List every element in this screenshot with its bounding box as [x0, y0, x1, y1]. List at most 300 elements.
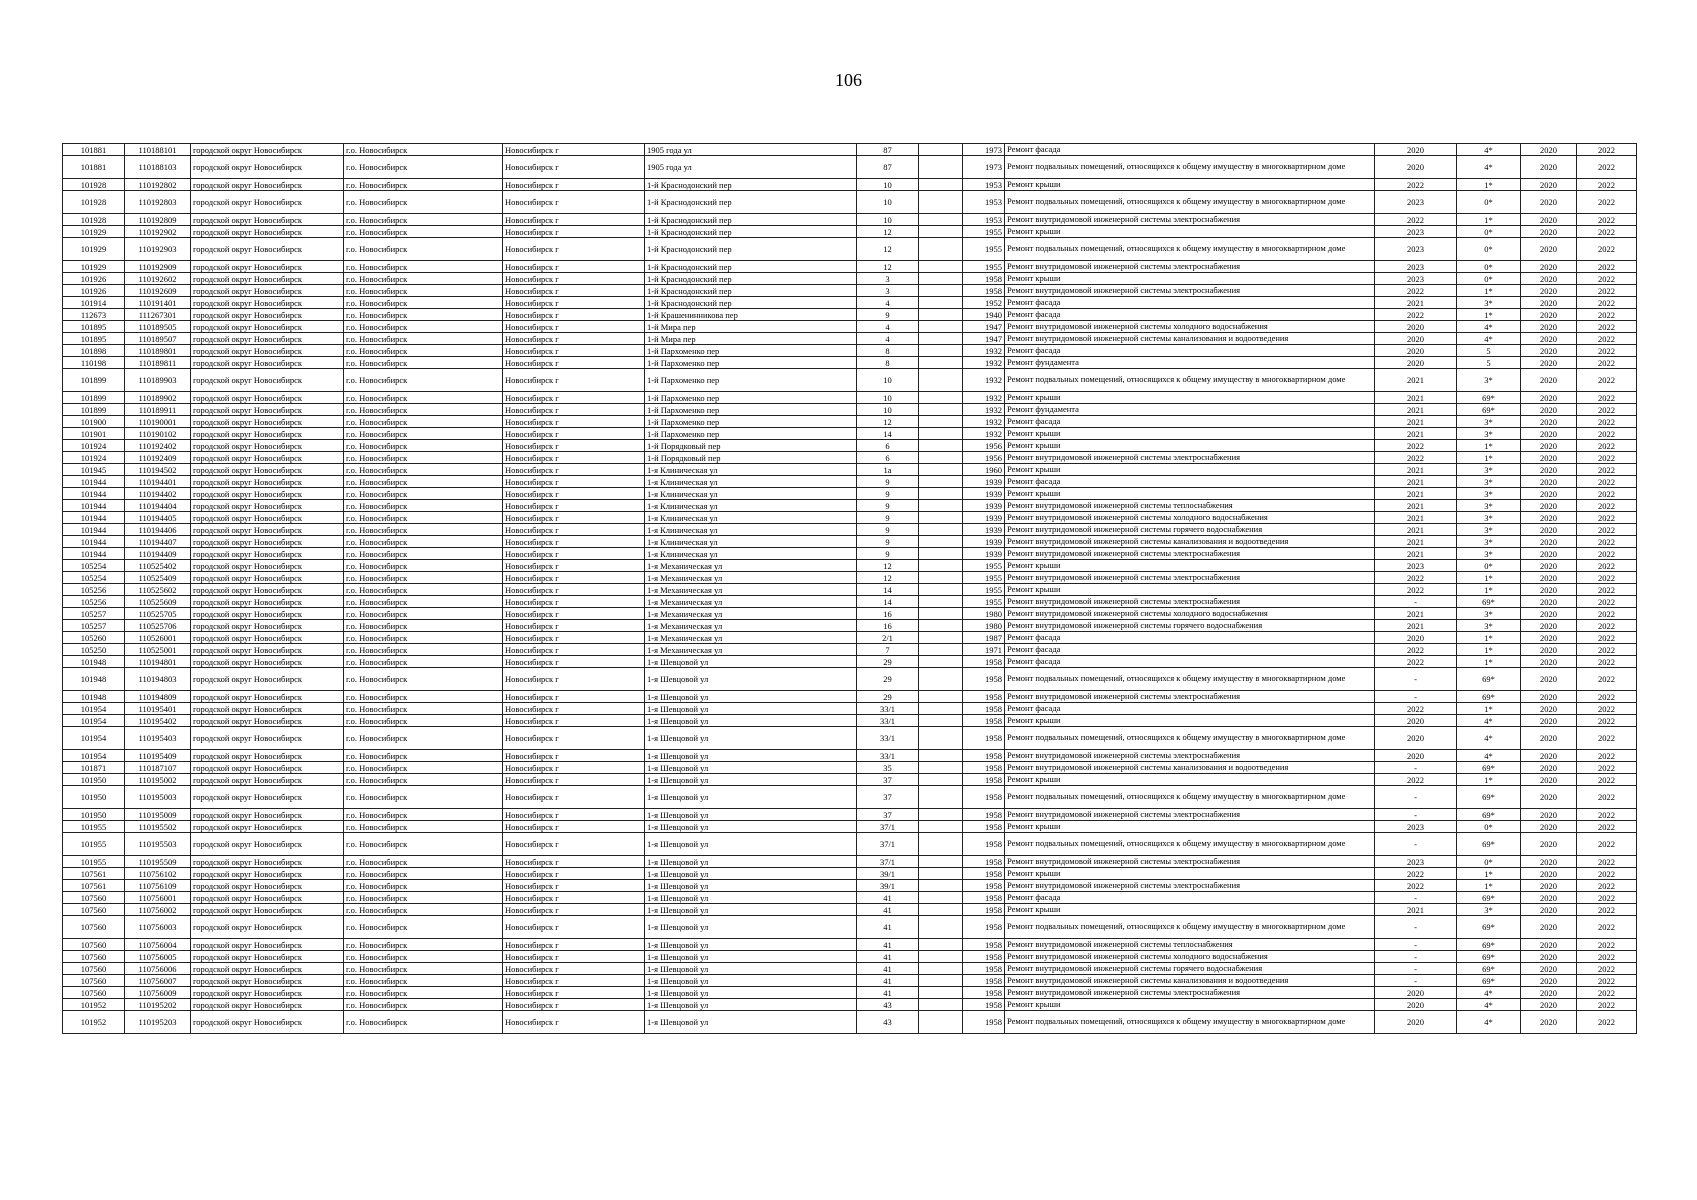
municipality-cell: городской округ Новосибирск — [191, 392, 344, 404]
building-cell — [919, 238, 963, 261]
house-number-cell: 37 — [857, 809, 919, 821]
street-cell: 1-й Порядковый пер — [645, 440, 857, 452]
year-built-cell: 1955 — [963, 596, 1005, 608]
municipality-cell: городской округ Новосибирск — [191, 144, 344, 156]
municipality-cell: городской округ Новосибирск — [191, 632, 344, 644]
house-id-cell: 112673 — [63, 309, 125, 321]
period-start-cell: 2020 — [1521, 333, 1577, 345]
building-cell — [919, 916, 963, 939]
period-start-cell: 2020 — [1521, 309, 1577, 321]
city-cell: Новосибирск г — [503, 357, 645, 369]
city-cell: Новосибирск г — [503, 548, 645, 560]
work-id-cell: 110192409 — [125, 452, 191, 464]
house-id-cell: 107560 — [63, 939, 125, 951]
building-cell — [919, 951, 963, 963]
settlement-cell: г.о. Новосибирск — [344, 774, 503, 786]
house-id-cell: 101895 — [63, 321, 125, 333]
municipality-cell: городской округ Новосибирск — [191, 357, 344, 369]
municipality-cell: городской округ Новосибирск — [191, 833, 344, 856]
house-id-cell: 101944 — [63, 512, 125, 524]
planned-year-cell: 2020 — [1375, 632, 1457, 644]
house-id-cell: 101944 — [63, 524, 125, 536]
building-cell — [919, 416, 963, 428]
table-row — [63, 644, 1637, 656]
year-built-cell: 1952 — [963, 297, 1005, 309]
year-built-cell: 1958 — [963, 285, 1005, 297]
building-cell — [919, 809, 963, 821]
period-end-cell: 2022 — [1577, 572, 1637, 584]
priority-cell: 1* — [1457, 656, 1521, 668]
street-cell: 1-я Шевцовой ул — [645, 892, 857, 904]
house-id-cell: 101944 — [63, 488, 125, 500]
priority-cell: 5 — [1457, 357, 1521, 369]
city-cell: Новосибирск г — [503, 987, 645, 999]
street-cell: 1-я Клиническая ул — [645, 548, 857, 560]
year-built-cell: 1958 — [963, 951, 1005, 963]
planned-year-cell: 2021 — [1375, 464, 1457, 476]
priority-cell: 3* — [1457, 548, 1521, 560]
year-built-cell: 1958 — [963, 809, 1005, 821]
period-end-cell: 2022 — [1577, 297, 1637, 309]
municipality-cell: городской округ Новосибирск — [191, 524, 344, 536]
house-number-cell: 33/1 — [857, 715, 919, 727]
work-type-cell: Ремонт крыши — [1005, 179, 1375, 191]
municipality-cell: городской округ Новосибирск — [191, 512, 344, 524]
house-number-cell: 29 — [857, 656, 919, 668]
planned-year-cell: 2022 — [1375, 868, 1457, 880]
street-cell: 1-я Шевцовой ул — [645, 786, 857, 809]
period-end-cell: 2022 — [1577, 345, 1637, 357]
street-cell: 1-я Шевцовой ул — [645, 821, 857, 833]
city-cell: Новосибирск г — [503, 584, 645, 596]
period-start-cell: 2020 — [1521, 715, 1577, 727]
house-id-cell: 101899 — [63, 392, 125, 404]
work-type-cell: Ремонт внутридомовой инженерной системы электроснабжения — [1005, 452, 1375, 464]
work-type-cell: Ремонт внутридомовой инженерной системы электроснабжения — [1005, 572, 1375, 584]
table-row — [63, 786, 1637, 809]
period-start-cell: 2020 — [1521, 500, 1577, 512]
period-start-cell: 2020 — [1521, 512, 1577, 524]
building-cell — [919, 156, 963, 179]
house-id-cell: 101954 — [63, 727, 125, 750]
city-cell: Новосибирск г — [503, 951, 645, 963]
house-id-cell: 101954 — [63, 750, 125, 762]
street-cell: 1-я Клиническая ул — [645, 500, 857, 512]
table-row — [63, 476, 1637, 488]
table-row — [63, 179, 1637, 191]
municipality-cell: городской округ Новосибирск — [191, 987, 344, 999]
work-type-cell: Ремонт подвальных помещений, относящихся к общему имуществу в многоквартирном доме — [1005, 786, 1375, 809]
building-cell — [919, 892, 963, 904]
city-cell: Новосибирск г — [503, 620, 645, 632]
settlement-cell: г.о. Новосибирск — [344, 987, 503, 999]
planned-year-cell: 2022 — [1375, 452, 1457, 464]
priority-cell: 69* — [1457, 833, 1521, 856]
period-end-cell: 2022 — [1577, 428, 1637, 440]
house-number-cell: 16 — [857, 620, 919, 632]
work-id-cell: 110195503 — [125, 833, 191, 856]
municipality-cell: городской округ Новосибирск — [191, 880, 344, 892]
year-built-cell: 1956 — [963, 452, 1005, 464]
building-cell — [919, 608, 963, 620]
period-end-cell: 2022 — [1577, 916, 1637, 939]
work-id-cell: 110189903 — [125, 369, 191, 392]
year-built-cell: 1958 — [963, 715, 1005, 727]
priority-cell: 4* — [1457, 144, 1521, 156]
table-row — [63, 632, 1637, 644]
house-id-cell: 101948 — [63, 656, 125, 668]
work-id-cell: 110189505 — [125, 321, 191, 333]
municipality-cell: городской округ Новосибирск — [191, 644, 344, 656]
priority-cell: 69* — [1457, 762, 1521, 774]
period-start-cell: 2020 — [1521, 774, 1577, 786]
planned-year-cell: 2020 — [1375, 999, 1457, 1011]
planned-year-cell: 2021 — [1375, 297, 1457, 309]
building-cell — [919, 774, 963, 786]
house-id-cell: 105257 — [63, 620, 125, 632]
city-cell: Новосибирск г — [503, 297, 645, 309]
planned-year-cell: - — [1375, 975, 1457, 987]
priority-cell: 3* — [1457, 464, 1521, 476]
settlement-cell: г.о. Новосибирск — [344, 668, 503, 691]
year-built-cell: 1958 — [963, 774, 1005, 786]
period-start-cell: 2020 — [1521, 691, 1577, 703]
municipality-cell: городской округ Новосибирск — [191, 975, 344, 987]
building-cell — [919, 512, 963, 524]
settlement-cell: г.о. Новосибирск — [344, 999, 503, 1011]
priority-cell: 4* — [1457, 1011, 1521, 1034]
street-cell: 1-я Клиническая ул — [645, 464, 857, 476]
work-type-cell: Ремонт фасада — [1005, 416, 1375, 428]
work-type-cell: Ремонт крыши — [1005, 440, 1375, 452]
street-cell: 1-я Механическая ул — [645, 620, 857, 632]
planned-year-cell: 2023 — [1375, 238, 1457, 261]
house-id-cell: 105257 — [63, 608, 125, 620]
settlement-cell: г.о. Новосибирск — [344, 416, 503, 428]
period-end-cell: 2022 — [1577, 632, 1637, 644]
planned-year-cell: 2021 — [1375, 369, 1457, 392]
period-end-cell: 2022 — [1577, 476, 1637, 488]
house-number-cell: 87 — [857, 156, 919, 179]
period-end-cell: 2022 — [1577, 321, 1637, 333]
house-number-cell: 14 — [857, 428, 919, 440]
period-end-cell: 2022 — [1577, 392, 1637, 404]
street-cell: 1-я Шевцовой ул — [645, 762, 857, 774]
house-id-cell: 101952 — [63, 999, 125, 1011]
period-start-cell: 2020 — [1521, 1011, 1577, 1034]
work-id-cell: 110195002 — [125, 774, 191, 786]
municipality-cell: городской округ Новосибирск — [191, 703, 344, 715]
priority-cell: 69* — [1457, 786, 1521, 809]
period-start-cell: 2020 — [1521, 809, 1577, 821]
house-number-cell: 16 — [857, 608, 919, 620]
planned-year-cell: - — [1375, 668, 1457, 691]
priority-cell: 3* — [1457, 904, 1521, 916]
period-end-cell: 2022 — [1577, 608, 1637, 620]
settlement-cell: г.о. Новосибирск — [344, 440, 503, 452]
planned-year-cell: 2021 — [1375, 904, 1457, 916]
period-start-cell: 2020 — [1521, 750, 1577, 762]
planned-year-cell: 2021 — [1375, 524, 1457, 536]
period-end-cell: 2022 — [1577, 464, 1637, 476]
house-id-cell: 107560 — [63, 963, 125, 975]
period-end-cell: 2022 — [1577, 261, 1637, 273]
municipality-cell: городской округ Новосибирск — [191, 656, 344, 668]
settlement-cell: г.о. Новосибирск — [344, 632, 503, 644]
work-id-cell: 110195202 — [125, 999, 191, 1011]
work-id-cell: 110195502 — [125, 821, 191, 833]
house-id-cell: 101944 — [63, 476, 125, 488]
planned-year-cell: - — [1375, 809, 1457, 821]
house-number-cell: 33/1 — [857, 703, 919, 715]
building-cell — [919, 500, 963, 512]
building-cell — [919, 464, 963, 476]
work-type-cell: Ремонт фасада — [1005, 656, 1375, 668]
house-number-cell: 7 — [857, 644, 919, 656]
year-built-cell: 1958 — [963, 821, 1005, 833]
street-cell: 1-я Клиническая ул — [645, 476, 857, 488]
municipality-cell: городской округ Новосибирск — [191, 452, 344, 464]
municipality-cell: городской округ Новосибирск — [191, 727, 344, 750]
street-cell: 1-й Краснодонский пер — [645, 297, 857, 309]
planned-year-cell: 2022 — [1375, 285, 1457, 297]
municipality-cell: городской округ Новосибирск — [191, 916, 344, 939]
table-row — [63, 345, 1637, 357]
priority-cell: 1* — [1457, 440, 1521, 452]
period-end-cell: 2022 — [1577, 144, 1637, 156]
house-id-cell: 105250 — [63, 644, 125, 656]
work-id-cell: 110195403 — [125, 727, 191, 750]
city-cell: Новосибирск г — [503, 975, 645, 987]
work-type-cell: Ремонт внутридомовой инженерной системы канализования и водоотведения — [1005, 762, 1375, 774]
building-cell — [919, 644, 963, 656]
planned-year-cell: 2021 — [1375, 608, 1457, 620]
city-cell: Новосибирск г — [503, 821, 645, 833]
city-cell: Новосибирск г — [503, 321, 645, 333]
building-cell — [919, 273, 963, 285]
work-type-cell: Ремонт внутридомовой инженерной системы холодного водоснабжения — [1005, 321, 1375, 333]
settlement-cell: г.о. Новосибирск — [344, 392, 503, 404]
period-start-cell: 2020 — [1521, 868, 1577, 880]
year-built-cell: 1958 — [963, 856, 1005, 868]
priority-cell: 0* — [1457, 560, 1521, 572]
table-row — [63, 333, 1637, 345]
priority-cell: 3* — [1457, 524, 1521, 536]
work-id-cell: 110194404 — [125, 500, 191, 512]
period-start-cell: 2020 — [1521, 548, 1577, 560]
settlement-cell: г.о. Новосибирск — [344, 833, 503, 856]
house-number-cell: 6 — [857, 452, 919, 464]
building-cell — [919, 297, 963, 309]
municipality-cell: городской округ Новосибирск — [191, 500, 344, 512]
house-id-cell: 105254 — [63, 560, 125, 572]
city-cell: Новосибирск г — [503, 786, 645, 809]
building-cell — [919, 261, 963, 273]
work-id-cell: 110756006 — [125, 963, 191, 975]
municipality-cell: городской округ Новосибирск — [191, 691, 344, 703]
period-start-cell: 2020 — [1521, 620, 1577, 632]
building-cell — [919, 404, 963, 416]
period-end-cell: 2022 — [1577, 191, 1637, 214]
building-cell — [919, 488, 963, 500]
settlement-cell: г.о. Новосибирск — [344, 144, 503, 156]
house-id-cell: 101929 — [63, 261, 125, 273]
settlement-cell: г.о. Новосибирск — [344, 786, 503, 809]
municipality-cell: городской округ Новосибирск — [191, 892, 344, 904]
priority-cell: 1* — [1457, 584, 1521, 596]
year-built-cell: 1939 — [963, 524, 1005, 536]
municipality-cell: городской округ Новосибирск — [191, 156, 344, 179]
work-type-cell: Ремонт крыши — [1005, 488, 1375, 500]
house-number-cell: 9 — [857, 548, 919, 560]
year-built-cell: 1956 — [963, 440, 1005, 452]
settlement-cell: г.о. Новосибирск — [344, 500, 503, 512]
year-built-cell: 1940 — [963, 309, 1005, 321]
work-id-cell: 110194402 — [125, 488, 191, 500]
year-built-cell: 1939 — [963, 548, 1005, 560]
period-end-cell: 2022 — [1577, 750, 1637, 762]
city-cell: Новосибирск г — [503, 214, 645, 226]
planned-year-cell: 2021 — [1375, 488, 1457, 500]
period-start-cell: 2020 — [1521, 214, 1577, 226]
house-number-cell: 12 — [857, 226, 919, 238]
table-row — [63, 691, 1637, 703]
city-cell: Новосибирск г — [503, 750, 645, 762]
planned-year-cell: - — [1375, 786, 1457, 809]
table-row — [63, 916, 1637, 939]
priority-cell: 3* — [1457, 428, 1521, 440]
city-cell: Новосибирск г — [503, 500, 645, 512]
city-cell: Новосибирск г — [503, 416, 645, 428]
table-row — [63, 868, 1637, 880]
priority-cell: 1* — [1457, 868, 1521, 880]
period-end-cell: 2022 — [1577, 880, 1637, 892]
municipality-cell: городской округ Новосибирск — [191, 428, 344, 440]
municipality-cell: городской округ Новосибирск — [191, 939, 344, 951]
street-cell: 1-я Шевцовой ул — [645, 999, 857, 1011]
work-type-cell: Ремонт фасада — [1005, 644, 1375, 656]
year-built-cell: 1947 — [963, 321, 1005, 333]
work-type-cell: Ремонт внутридомовой инженерной системы электроснабжения — [1005, 750, 1375, 762]
table-row — [63, 596, 1637, 608]
city-cell: Новосибирск г — [503, 774, 645, 786]
house-number-cell: 12 — [857, 416, 919, 428]
work-id-cell: 110194809 — [125, 691, 191, 703]
settlement-cell: г.о. Новосибирск — [344, 584, 503, 596]
planned-year-cell: 2020 — [1375, 321, 1457, 333]
street-cell: 1-й Крашенинникова пер — [645, 309, 857, 321]
house-number-cell: 9 — [857, 309, 919, 321]
work-type-cell: Ремонт крыши — [1005, 999, 1375, 1011]
municipality-cell: городской округ Новосибирск — [191, 179, 344, 191]
period-end-cell: 2022 — [1577, 987, 1637, 999]
settlement-cell: г.о. Новосибирск — [344, 963, 503, 975]
work-id-cell: 110189911 — [125, 404, 191, 416]
municipality-cell: городской округ Новосибирск — [191, 369, 344, 392]
street-cell: 1-я Клиническая ул — [645, 488, 857, 500]
settlement-cell: г.о. Новосибирск — [344, 321, 503, 333]
page-number: 106 — [835, 70, 862, 90]
work-id-cell: 110195402 — [125, 715, 191, 727]
city-cell: Новосибирск г — [503, 404, 645, 416]
house-id-cell: 101954 — [63, 703, 125, 715]
year-built-cell: 1939 — [963, 488, 1005, 500]
city-cell: Новосибирск г — [503, 440, 645, 452]
city-cell: Новосибирск г — [503, 715, 645, 727]
city-cell: Новосибирск г — [503, 762, 645, 774]
period-start-cell: 2020 — [1521, 999, 1577, 1011]
period-start-cell: 2020 — [1521, 345, 1577, 357]
year-built-cell: 1955 — [963, 261, 1005, 273]
priority-cell: 4* — [1457, 321, 1521, 333]
city-cell: Новосибирск г — [503, 369, 645, 392]
city-cell: Новосибирск г — [503, 238, 645, 261]
work-id-cell: 110194406 — [125, 524, 191, 536]
year-built-cell: 1958 — [963, 668, 1005, 691]
work-id-cell: 110194409 — [125, 548, 191, 560]
building-cell — [919, 179, 963, 191]
year-built-cell: 1958 — [963, 727, 1005, 750]
planned-year-cell: 2023 — [1375, 856, 1457, 868]
house-id-cell: 101955 — [63, 821, 125, 833]
table-row — [63, 404, 1637, 416]
work-type-cell: Ремонт внутридомовой инженерной системы электроснабжения — [1005, 548, 1375, 560]
house-number-cell: 10 — [857, 191, 919, 214]
work-id-cell: 110195409 — [125, 750, 191, 762]
city-cell: Новосибирск г — [503, 392, 645, 404]
planned-year-cell: 2021 — [1375, 512, 1457, 524]
work-id-cell: 110189801 — [125, 345, 191, 357]
settlement-cell: г.о. Новосибирск — [344, 821, 503, 833]
city-cell: Новосибирск г — [503, 476, 645, 488]
period-end-cell: 2022 — [1577, 357, 1637, 369]
period-end-cell: 2022 — [1577, 868, 1637, 880]
house-id-cell: 101929 — [63, 238, 125, 261]
table-body — [63, 144, 1637, 1034]
period-start-cell: 2020 — [1521, 572, 1577, 584]
building-cell — [919, 321, 963, 333]
house-number-cell: 9 — [857, 500, 919, 512]
planned-year-cell: 2020 — [1375, 727, 1457, 750]
period-start-cell: 2020 — [1521, 762, 1577, 774]
house-id-cell: 107561 — [63, 868, 125, 880]
period-start-cell: 2020 — [1521, 975, 1577, 987]
house-number-cell: 33/1 — [857, 750, 919, 762]
priority-cell: 1* — [1457, 309, 1521, 321]
house-number-cell: 10 — [857, 392, 919, 404]
year-built-cell: 1947 — [963, 333, 1005, 345]
house-id-cell: 101924 — [63, 440, 125, 452]
street-cell: 1-й Пархоменко пер — [645, 404, 857, 416]
planned-year-cell: - — [1375, 951, 1457, 963]
work-type-cell: Ремонт внутридомовой инженерной системы канализования и водоотведения — [1005, 536, 1375, 548]
building-cell — [919, 357, 963, 369]
work-type-cell: Ремонт крыши — [1005, 584, 1375, 596]
house-number-cell: 9 — [857, 488, 919, 500]
table-row — [63, 560, 1637, 572]
year-built-cell: 1932 — [963, 428, 1005, 440]
street-cell: 1-я Механическая ул — [645, 572, 857, 584]
house-number-cell: 37/1 — [857, 833, 919, 856]
period-start-cell: 2020 — [1521, 297, 1577, 309]
settlement-cell: г.о. Новосибирск — [344, 512, 503, 524]
work-id-cell: 110190102 — [125, 428, 191, 440]
table-row — [63, 226, 1637, 238]
house-number-cell: 10 — [857, 404, 919, 416]
house-id-cell: 101871 — [63, 762, 125, 774]
settlement-cell: г.о. Новосибирск — [344, 156, 503, 179]
city-cell: Новосибирск г — [503, 333, 645, 345]
